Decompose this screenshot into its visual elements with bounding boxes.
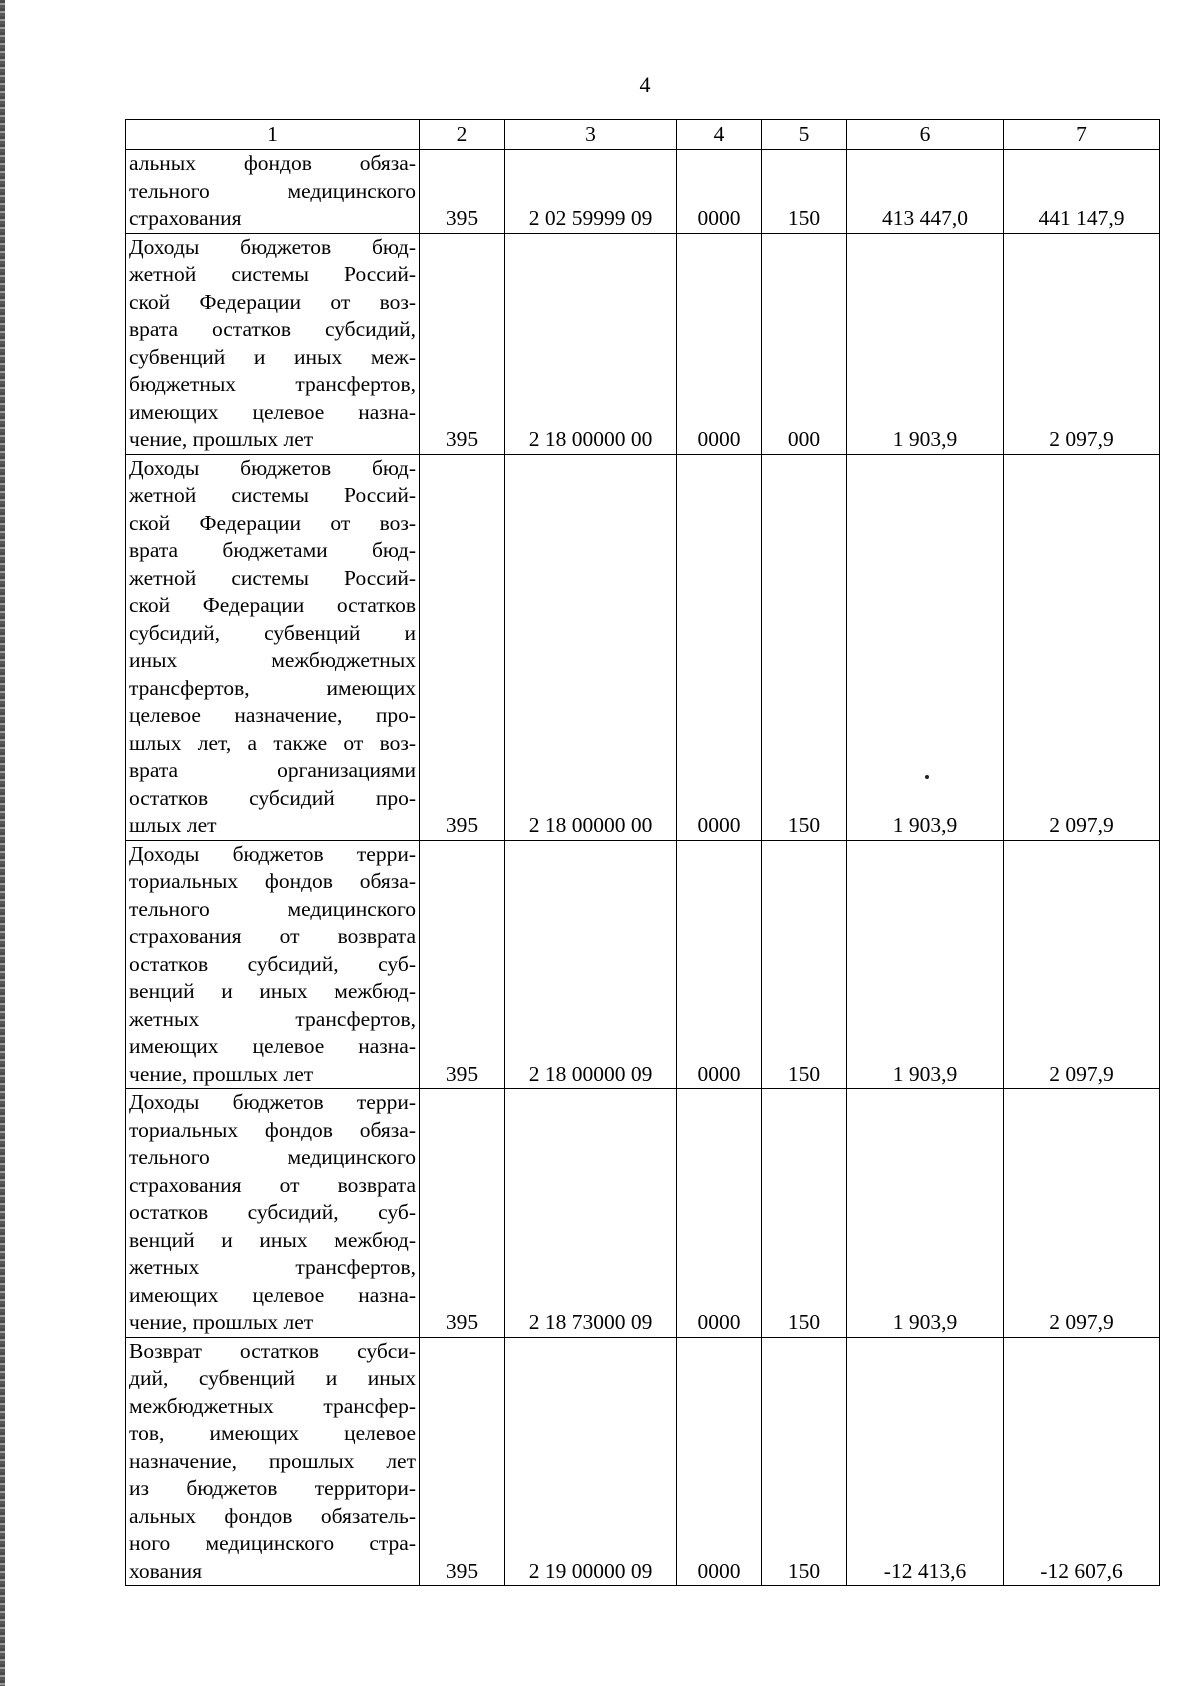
- description-line: остатков субсидий, суб-: [129, 1200, 416, 1224]
- table-row: [126, 1089, 1160, 1338]
- income-code-cell: 2 18 00000 09: [505, 840, 677, 1089]
- row-description: [126, 233, 420, 454]
- income-code-cell: 2 18 00000 00: [505, 454, 677, 840]
- row-description: [126, 840, 420, 1089]
- admin-code-cell: 395: [420, 150, 505, 234]
- scan-edge: [0, 0, 5, 1686]
- income-code-cell: 2 18 73000 09: [505, 1089, 677, 1338]
- amount-col7-cell: 2 097,9: [1004, 233, 1160, 454]
- subtype-code-cell: 0000: [677, 840, 762, 1089]
- admin-code-cell: 395: [420, 840, 505, 1089]
- description-line: имеющих целевое назна-: [129, 1034, 416, 1058]
- description-line: имеющих целевое назна-: [129, 1282, 416, 1307]
- description-line: венций и иных межбюд-: [129, 1227, 416, 1252]
- description-line: Возврат остатков субси-: [129, 1338, 416, 1363]
- admin-code-cell: 395: [420, 1337, 505, 1586]
- description-line: чение, прошлых лет: [129, 1310, 314, 1334]
- description-line: ской Федерации остатков: [129, 593, 416, 617]
- description-line: бюджетных трансфертов,: [129, 372, 416, 396]
- description-line: страхования от возврата: [129, 924, 416, 948]
- amount-col6-cell: 1 903,9: [847, 454, 1004, 840]
- description-line: межбюджетных трансфер-: [129, 1393, 416, 1418]
- table-row: [126, 150, 1160, 234]
- description-line: иных межбюджетных: [129, 648, 416, 672]
- budget-table: [125, 119, 1160, 1586]
- subtype-code-cell: 0000: [677, 454, 762, 840]
- subtype-code-cell: 0000: [677, 1337, 762, 1586]
- description-line: имеющих целевое назна-: [129, 399, 416, 424]
- description-line: хования: [129, 1558, 202, 1583]
- description-line: тельного медицинского: [129, 178, 416, 203]
- description-line: ской Федерации от воз-: [129, 289, 416, 314]
- classification-code-cell: 150: [762, 1337, 847, 1586]
- admin-code-cell: 395: [420, 1089, 505, 1338]
- column-header: 5: [762, 120, 847, 150]
- amount-col7-cell: 2 097,9: [1004, 1089, 1160, 1338]
- description-line: ской Федерации от воз-: [129, 510, 416, 535]
- description-line: тельного медицинского: [129, 896, 416, 921]
- description-line: назначение, прошлых лет: [129, 1448, 416, 1473]
- classification-code-cell: 150: [762, 1089, 847, 1338]
- description-line: жетных трансфертов,: [129, 1255, 416, 1279]
- description-line: ториальных фондов обяза-: [129, 1117, 416, 1142]
- amount-col6-cell: -12 413,6: [847, 1337, 1004, 1586]
- page-number: 4: [639, 72, 651, 97]
- column-header: 3: [505, 120, 677, 150]
- description-line: жетной системы Россий-: [129, 483, 416, 507]
- table-row: [126, 454, 1160, 840]
- classification-code-cell: 150: [762, 454, 847, 840]
- description-line: дий, субвенций и иных: [129, 1366, 416, 1390]
- description-line: врата остатков субсидий,: [129, 317, 416, 341]
- description-line: остатков субсидий про-: [129, 785, 416, 810]
- income-code-cell: 2 18 00000 00: [505, 233, 677, 454]
- amount-col7-cell: -12 607,6: [1004, 1337, 1160, 1586]
- row-description: [126, 1337, 420, 1586]
- income-code-cell: 2 19 00000 09: [505, 1337, 677, 1586]
- description-line: чение, прошлых лет: [129, 1061, 314, 1086]
- column-header: 2: [420, 120, 505, 150]
- admin-code-cell: 395: [420, 233, 505, 454]
- classification-code-cell: 150: [762, 840, 847, 1089]
- admin-code-cell: 395: [420, 454, 505, 840]
- amount-col6-cell: 1 903,9: [847, 840, 1004, 1089]
- description-line: субсидий, субвенций и: [129, 620, 416, 645]
- description-line: жетных трансфертов,: [129, 1006, 416, 1031]
- description-line: тельного медицинского: [129, 1145, 416, 1169]
- row-description: [126, 150, 420, 234]
- column-header: 1: [126, 120, 420, 150]
- row-description: [126, 454, 420, 840]
- description-line: страхования от возврата: [129, 1172, 416, 1197]
- description-line: страхования: [129, 206, 242, 230]
- description-line: венций и иных межбюд-: [129, 979, 416, 1003]
- row-description: [126, 1089, 420, 1338]
- amount-col7-cell: 441 147,9: [1004, 150, 1160, 234]
- description-line: врата бюджетами бюд-: [129, 538, 416, 562]
- description-line: субвенций и иных меж-: [129, 344, 416, 369]
- subtype-code-cell: 0000: [677, 1089, 762, 1338]
- amount-col6-cell: 1 903,9: [847, 1089, 1004, 1338]
- description-line: альных фондов обяза-: [129, 151, 416, 175]
- table-body: [126, 150, 1160, 1586]
- description-line: жетной системы Россий-: [129, 565, 416, 590]
- column-header: 6: [847, 120, 1004, 150]
- description-line: целевое назначение, про-: [129, 703, 416, 727]
- column-header: 4: [677, 120, 762, 150]
- amount-col6-cell: 413 447,0: [847, 150, 1004, 234]
- column-header: 7: [1004, 120, 1160, 150]
- description-line: из бюджетов территори-: [129, 1476, 416, 1500]
- description-line: Доходы бюджетов терри-: [129, 1090, 416, 1114]
- description-line: трансфертов, имеющих: [129, 675, 416, 700]
- amount-col7-cell: 2 097,9: [1004, 840, 1160, 1089]
- column-number-row: [126, 120, 1160, 150]
- description-line: тов, имеющих целевое: [129, 1421, 416, 1445]
- description-line: альных фондов обязатель-: [129, 1503, 416, 1528]
- description-line: Доходы бюджетов бюд-: [129, 455, 416, 480]
- amount-col6-cell: 1 903,9: [847, 233, 1004, 454]
- description-line: шлых лет: [129, 813, 217, 837]
- description-line: шлых лет, а также от воз-: [129, 730, 416, 755]
- description-line: ториальных фондов обяза-: [129, 869, 416, 893]
- scan-speck: [925, 775, 929, 779]
- income-code-cell: 2 02 59999 09: [505, 150, 677, 234]
- table-row: [126, 1337, 1160, 1586]
- table-row: [126, 840, 1160, 1089]
- subtype-code-cell: 0000: [677, 233, 762, 454]
- classification-code-cell: 150: [762, 150, 847, 234]
- classification-code-cell: 000: [762, 233, 847, 454]
- description-line: Доходы бюджетов бюд-: [129, 234, 416, 259]
- subtype-code-cell: 0000: [677, 150, 762, 234]
- amount-col7-cell: 2 097,9: [1004, 454, 1160, 840]
- description-line: Доходы бюджетов терри-: [129, 841, 416, 866]
- description-line: жетной системы Россий-: [129, 262, 416, 286]
- description-line: врата организациями: [129, 758, 416, 782]
- table-row: [126, 233, 1160, 454]
- description-line: ного медицинского стра-: [129, 1531, 416, 1555]
- description-line: чение, прошлых лет: [129, 427, 314, 451]
- description-line: остатков субсидий, суб-: [129, 951, 416, 976]
